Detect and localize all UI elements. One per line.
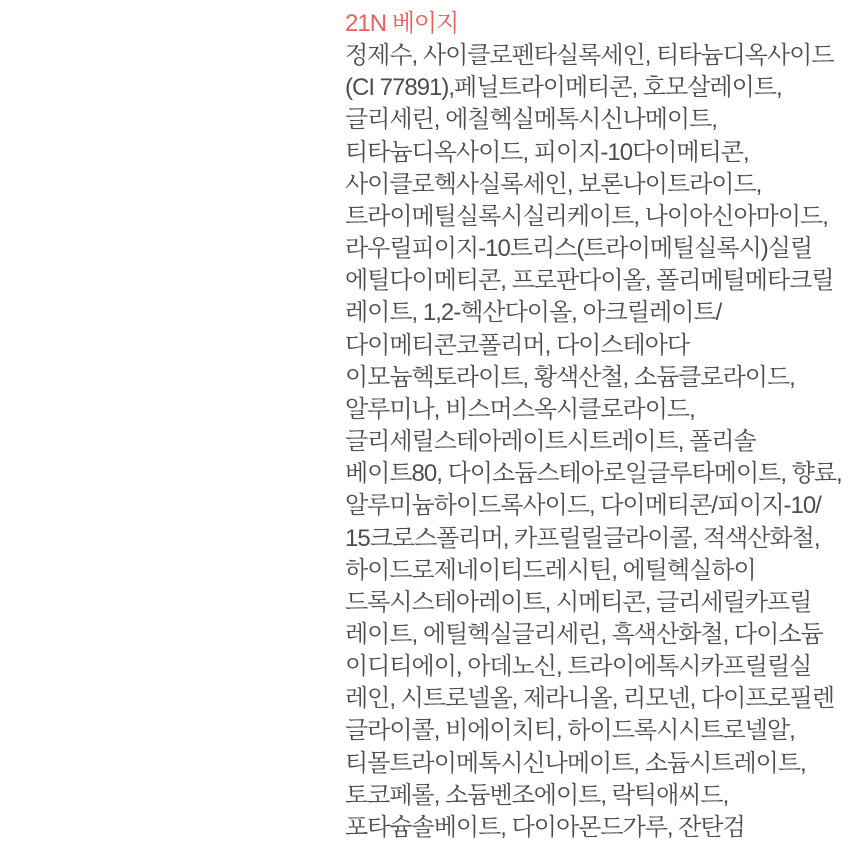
ingredient-line: 토코페롤, 소듐벤조에이트, 락틱애씨드, [345, 781, 729, 809]
ingredient-line: 정제수, 사이클로펜타실록세인, 티타늄디옥사이드 [345, 42, 834, 70]
ingredient-line: 알루미나, 비스머스옥시클로라이드, [345, 395, 695, 423]
ingredient-line: 하이드로제네이티드레시틴, 에틸헥실하이 [345, 556, 756, 584]
ingredient-line: 에틸다이메티콘, 프로판다이올, 폴리메틸메타크릴 [345, 267, 834, 295]
ingredient-line: 레인, 시트로넬올, 제라니올, 리모넨, 다이프로필렌 [345, 685, 835, 713]
ingredient-line: 글리세릴스테아레이트시트레이트, 폴리솔 [345, 428, 756, 456]
ingredient-line: 알루미늄하이드록사이드, 다이메티콘/피이지-10/ [345, 492, 821, 520]
ingredient-line: 베이트80, 다이소듐스테아로일글루타메이트, 향료, [345, 460, 842, 488]
ingredient-line: 레이트, 1,2-헥산다이올, 아크릴레이트/ [345, 299, 722, 327]
ingredients-panel [345, 8, 857, 844]
ingredient-line: 티타늄디옥사이드, 피이지-10다이메티콘, [345, 138, 749, 166]
ingredient-line: 드록시스테아레이트, 시메티콘, 글리세릴카프릴 [345, 588, 812, 616]
ingredient-line: 이모늄헥토라이트, 황색산철, 소듐클로라이드, [345, 363, 795, 391]
ingredient-line: 글라이콜, 비에이치티, 하이드록시시트로넬알, [345, 717, 795, 745]
ingredient-line: 티몰트라이메톡시신나메이트, 소듐시트레이트, [345, 749, 806, 777]
ingredient-line: (CI 77891),페닐트라이메티콘, 호모살레이트, [345, 74, 782, 102]
ingredient-line: 글리세린, 에칠헥실메톡시신나메이트, [345, 106, 717, 134]
ingredient-line: 다이메티콘코폴리머, 다이스테아다 [345, 331, 690, 359]
ingredient-line: 사이클로헥사실록세인, 보론나이트라이드, [345, 170, 762, 198]
ingredient-line: 포타슘솔베이트, 다이아몬드가루, 잔탄검 [345, 813, 745, 841]
ingredient-line: 레이트, 에틸헥실글리세린, 흑색산화철, 다이소듐 [345, 620, 823, 648]
ingredient-line: 트라이메틸실록시실리케이트, 나이아신아마이드, [345, 202, 828, 230]
ingredient-line: 15크로스폴리머, 카프릴릴글라이콜, 적색산화철, [345, 524, 820, 552]
ingredient-line: 이디티에이, 아데노신, 트라이에톡시카프릴릴실 [345, 653, 812, 681]
shade-title: 21N 베이지 [345, 10, 459, 37]
ingredient-line: 라우릴피이지-10트리스(트라이메틸실록시)실릴 [345, 235, 813, 263]
